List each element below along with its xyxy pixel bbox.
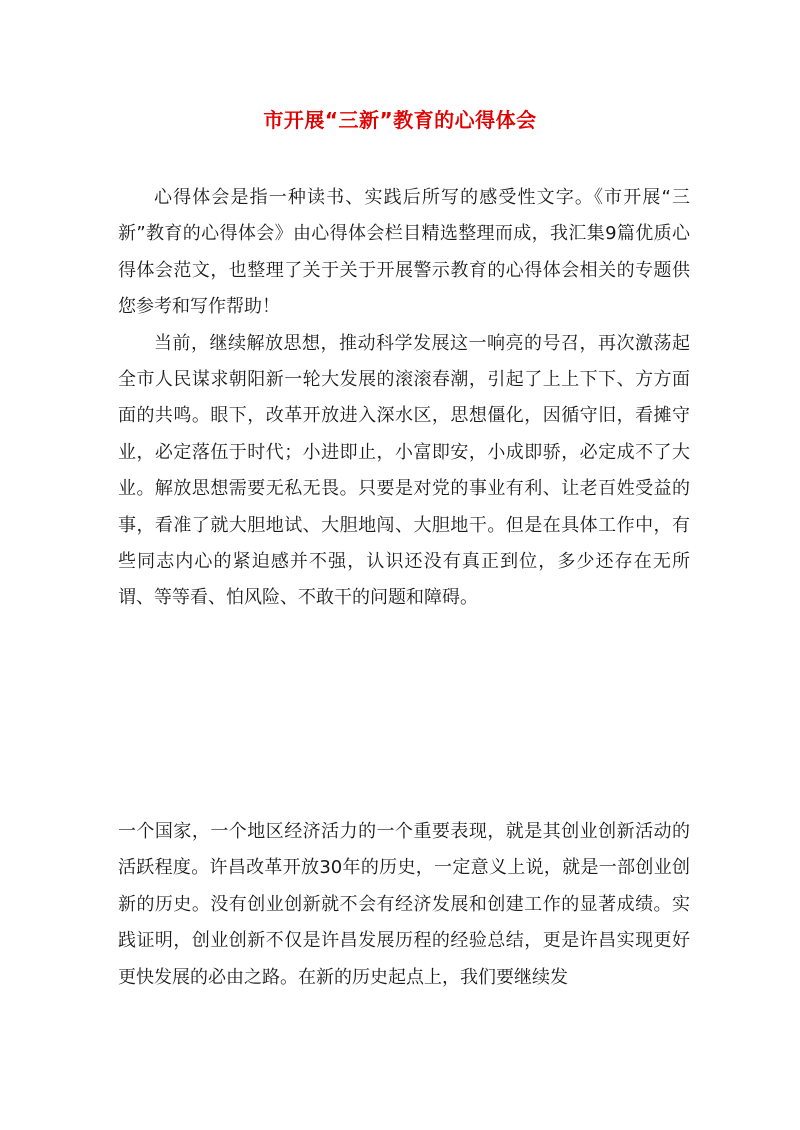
paragraph-emancipation: 当前，继续解放思想，推动科学发展这一响亮的号召，再次激荡起全市人民谋求朝阳新一轮大发展的滚滚春潮，引起了上上下下、方方面面的共鸣。眼下，改革开放进入深水区，思想僵化，因循守旧，看摊守业，必定落伍于时代；小进即止，小富即安，小成即骄，必定成不了大业。解放思想需要无私无畏。只要是对党的事业有利、让老百姓受益的事，看准了就大胆地试、大胆地闯、大胆地干。但是在具体工作中，有些同志内心的紧迫感并不强，认识还没有真正到位，多少还存在无所谓、等等看、怕风险、不敢干的问题和障碍。 — [118, 332, 690, 609]
body-section-top — [118, 180, 690, 617]
paragraph-intro: 心得体会是指一种读书、实践后所写的感受性文字。《市开展“三新”教育的心得体会》由心得体会栏目精选整理而成，我汇集9篇优质心得体会范文，也整理了关于关于开展警示教育的心得体会相关的专题供您参考和写作帮助！ — [118, 187, 690, 318]
paragraph-entrepreneurship: 一个国家，一个地区经济活力的一个重要表现，就是其创业创新活动的活跃程度。许昌改革开放30年的历史，一定意义上说，就是一部创业创新的历史。没有创业创新就不会有经济发展和创建工作的显著成绩。实践证明，创业创新不仅是许昌发展历程的经验总结，更是许昌实现更好更快发展的必由之路。在新的历史起点上，我们要继续发 — [118, 821, 690, 988]
document-title: 市开展“三新”教育的心得体会 — [263, 108, 537, 132]
body-section-bottom — [118, 814, 690, 996]
